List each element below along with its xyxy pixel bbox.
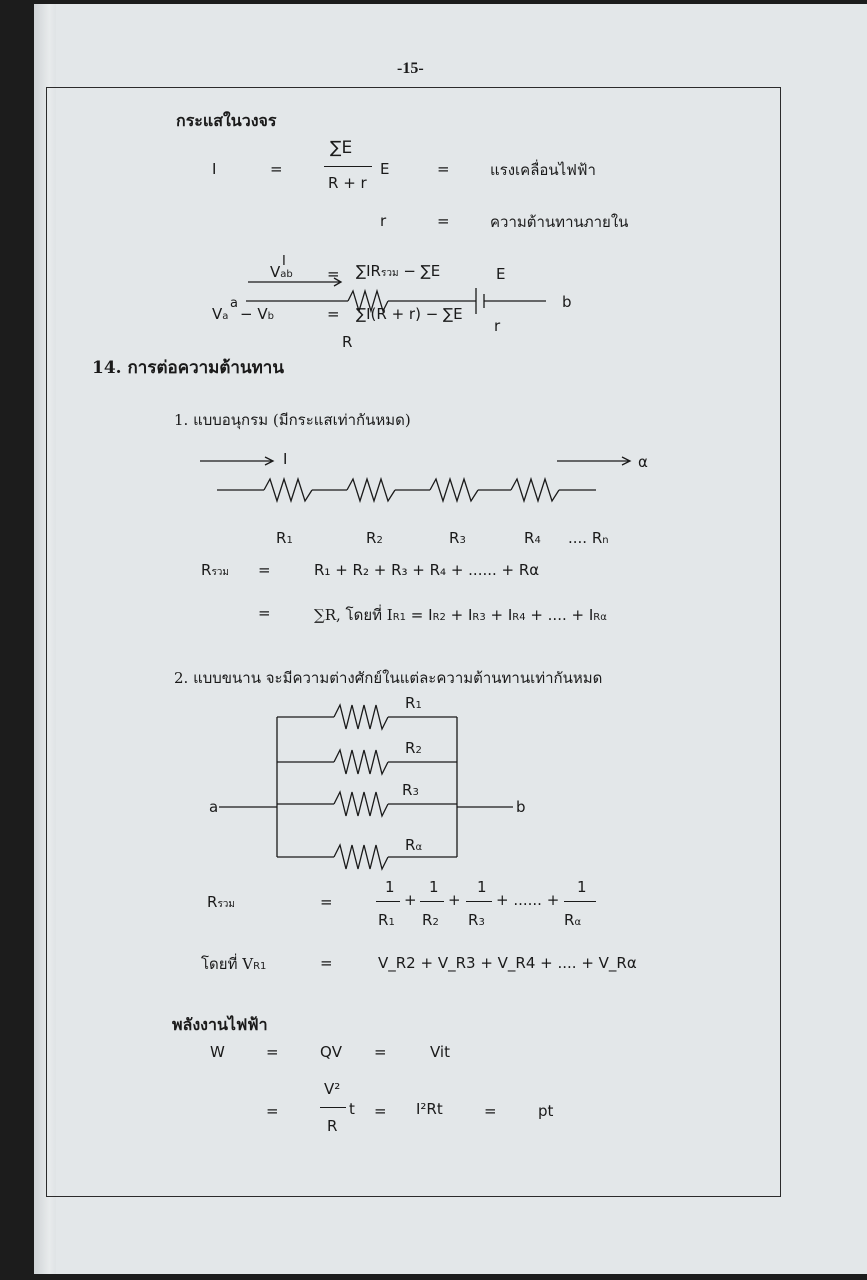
emf-label: E (496, 265, 506, 283)
parallel-item-heading: 2. แบบขนาน จะมีความต่างศักย์ในแต่ละความต้านทานเท่ากันหมด (174, 669, 603, 687)
energy-vit: Vit (430, 1043, 450, 1061)
energy-i2rt: I²Rt (416, 1100, 443, 1118)
equals-sign: = (270, 160, 283, 178)
emf-definition: แรงเคลื่อนไฟฟ้า (490, 161, 596, 179)
energy-v-squared: V² (324, 1080, 341, 1098)
equals-sign: = (266, 1102, 279, 1120)
equals-sign: = (258, 604, 271, 622)
vb-label: − Vb (240, 305, 274, 323)
series-sum-equation: R₁ + R₂ + R₃ + R₄ + ...... + Rα (314, 561, 540, 579)
equals-sign: = (374, 1043, 387, 1061)
series-r4-label: R4 (524, 529, 541, 547)
parallel-r3-label: R3 (402, 781, 419, 799)
internal-r-label: r (494, 317, 501, 335)
frac3-denominator: R3 (468, 911, 485, 929)
series-resistor-2 (347, 479, 395, 501)
series-resistor-1 (264, 479, 312, 501)
internal-resistance-symbol: r (380, 212, 387, 230)
series-r1-label: R1 (276, 529, 293, 547)
frac3-numerator: 1 (477, 878, 487, 896)
parallel-voltage-equation: V_R2 + V_R3 + V_R4 + .... + V_Rα (378, 954, 637, 972)
node-b-label: b (562, 293, 572, 311)
series-current-equation: ∑R, โดยที่ IR1 = IR2 + IR3 + IR4 + .... + IRα (314, 606, 607, 624)
equals-sign: = (484, 1102, 497, 1120)
pd-resistor (348, 291, 388, 311)
equals-sign: = (327, 305, 340, 323)
series-item-heading: 1. แบบอนุกรม (มีกระแสเท่ากันหมด) (174, 411, 411, 429)
series-current-label: I (283, 450, 288, 468)
vab-rhs-1: ∑IRรวม − ∑E (356, 262, 441, 280)
series-resistor-4 (511, 479, 559, 501)
pd-circuit (246, 278, 546, 314)
plus-sign: + (448, 891, 461, 909)
parallel-r1-label: R1 (405, 694, 422, 712)
fraction-numerator: ∑E (330, 138, 353, 158)
fraction-denominator: R + r (328, 174, 367, 192)
node-a-label: a (230, 296, 238, 311)
internal-resistance-definition: ความต้านทานภายใน (490, 213, 629, 231)
series-rn-label: .... Rn (568, 529, 609, 547)
parallel-resistor-2 (334, 750, 388, 774)
equals-sign: = (327, 265, 340, 283)
vab-rhs-2: ∑I(R + r) − ∑E (356, 305, 463, 323)
series-resistor-3 (430, 479, 478, 501)
page-number: -15- (397, 60, 424, 77)
parallel-voltage-prefix: โดยที่ VR1 (201, 955, 267, 973)
frac2-denominator: R2 (422, 911, 439, 929)
parallel-circuit (219, 705, 513, 869)
emf-symbol: E (380, 160, 390, 178)
section-14-title: 14. การต่อความต้านทาน (92, 358, 284, 378)
vab-label: Vab (270, 263, 293, 281)
parallel-resistor-alpha (334, 845, 388, 869)
equals-sign: = (320, 954, 333, 972)
frac2-numerator: 1 (429, 878, 439, 896)
equals-sign: = (437, 160, 450, 178)
energy-w: W (210, 1043, 225, 1061)
va-label: Va (212, 305, 229, 323)
parallel-ralpha-label: Rα (405, 836, 423, 854)
parallel-rtotal-label: Rรวม (207, 893, 236, 911)
parallel-node-b: b (516, 798, 526, 816)
frac4-denominator: Rα (564, 911, 582, 929)
circuit-current-heading: กระแสในวงจร (176, 111, 277, 130)
plus-dots: + ...... + (496, 891, 560, 909)
resistor-r-label: R (342, 333, 353, 351)
energy-pt: pt (538, 1102, 554, 1120)
equals-sign: = (258, 561, 271, 579)
equals-sign: = (437, 212, 450, 230)
series-circuit (200, 457, 630, 501)
parallel-resistor-1 (334, 705, 388, 729)
current-label: I (282, 254, 286, 269)
series-alpha-label: α (638, 453, 648, 471)
series-r2-label: R2 (366, 529, 383, 547)
frac4-numerator: 1 (577, 878, 587, 896)
parallel-r2-label: R2 (405, 739, 422, 757)
series-r3-label: R3 (449, 529, 466, 547)
series-rtotal-label: Rรวม (201, 561, 230, 579)
energy-t: t (349, 1100, 355, 1118)
plus-sign: + (404, 891, 417, 909)
frac1-denominator: R1 (378, 911, 395, 929)
energy-qv: QV (320, 1043, 343, 1061)
electric-energy-heading: พลังงานไฟฟ้า (172, 1015, 268, 1034)
energy-r: R (327, 1117, 338, 1135)
equals-sign: = (266, 1043, 279, 1061)
parallel-resistor-3 (334, 792, 388, 816)
equals-sign: = (374, 1102, 387, 1120)
parallel-node-a: a (209, 798, 219, 816)
equals-sign: = (320, 893, 333, 911)
current-symbol: I (212, 160, 217, 178)
frac1-numerator: 1 (385, 878, 395, 896)
